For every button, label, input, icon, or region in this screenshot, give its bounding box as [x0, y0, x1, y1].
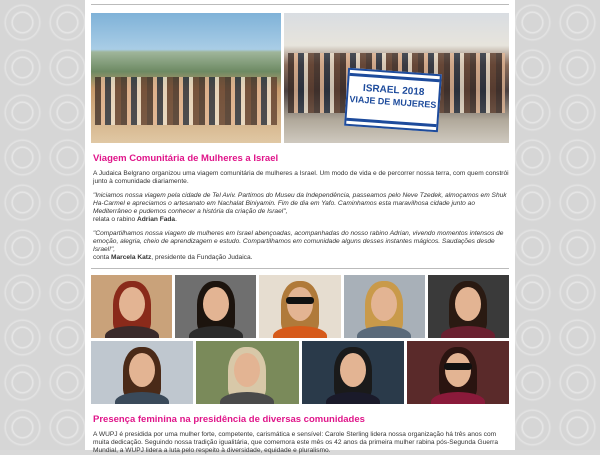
cite-rabbi-prefix: relata o rabino — [93, 216, 137, 223]
banner-line1: ISRAEL 2018 — [362, 82, 425, 99]
street-group-photo[interactable] — [284, 13, 509, 143]
section2-body: A WUPJ é presidida por uma mulher forte, competente, carismática e sensível: Carole Sterling lidera nossa organização há três anos com muita dedicação. Seguindo nossa tradição igualitária, que comemora este mês os 42 anos da primeira mulher rabina pós-Segunda Guerra Mundial, a WUPJ lidera a luta pelo respeito à diversidade, equidade e pluralismo. — [93, 431, 499, 454]
top-divider — [91, 4, 509, 5]
background-pattern-right — [510, 0, 600, 450]
background-pattern-left — [0, 0, 90, 450]
cite-president-suffix: , presidente da Fundação Judaica. — [151, 254, 253, 261]
beach-group-photo[interactable] — [91, 13, 281, 143]
leader-photo[interactable] — [91, 275, 172, 338]
leader-photo[interactable] — [91, 341, 193, 404]
leader-photo[interactable] — [428, 275, 509, 338]
cite-president-prefix: conta — [93, 254, 111, 261]
grid-row-2 — [91, 341, 509, 404]
leader-photo[interactable] — [302, 341, 404, 404]
trip-banner — [344, 68, 442, 132]
cite-rabbi-name: Adrian Fada — [137, 216, 176, 223]
beach-people — [95, 77, 277, 125]
section1-intro: A Judaica Belgrano organizou uma viagem comunitária de mulheres a Israel. Um modo de vida e de percorrer nossa terra, com quem constrói junto à comunidade diariamente. — [93, 170, 509, 185]
trip-photos — [91, 13, 509, 143]
newsletter-content — [85, 0, 515, 454]
banner-stripe-top — [350, 73, 440, 82]
quote-president: "Compartilhamos nossa viagem de mulheres em Israel abençoadas, acompanhadas do nosso rabino Adrian, vivendo momentos intensos de emoção, alegria, cheio de aprendizagem e estudo. Compartilhamos em comunidade alguns desses instantes mágicos. Saudações desde Israel!", — [93, 230, 504, 253]
leader-photo[interactable] — [259, 275, 340, 338]
section2-heading: Presença feminina na presidência de diversas comunidades — [93, 414, 365, 425]
leader-photo[interactable] — [407, 341, 509, 404]
banner-stripe-bottom — [346, 118, 436, 127]
leader-photo[interactable] — [344, 275, 425, 338]
leaders-photo-grid — [91, 275, 509, 404]
grid-row-1 — [91, 275, 509, 338]
leader-photo[interactable] — [175, 275, 256, 338]
cite-rabbi — [93, 216, 509, 224]
cite-rabbi-suffix: . — [175, 216, 177, 223]
banner-line2: VIAJE DE MUJERES — [349, 93, 437, 111]
cite-president — [93, 254, 509, 262]
cite-president-name: Marcela Katz — [110, 254, 152, 261]
quote-rabbi: "Iniciamos nossa viagem pela cidade de Tel Aviv. Partimos do Museu da Independência, passeamos pelo Neve Tzedek, almoçamos em Shuk Ha-Carmel e apreciamos o artesanato em Nachalat Biniyamin. Fim de dia em Yafo. Caminhamos esta maravilhosa cidade junto ao Mediterrâneo e pudemos conhecer a história da criação de Israel", — [93, 192, 507, 215]
section1-heading: Viagem Comunitária de Mulheres a Israel — [93, 153, 279, 164]
leader-photo[interactable] — [196, 341, 298, 404]
middle-divider — [91, 268, 509, 269]
